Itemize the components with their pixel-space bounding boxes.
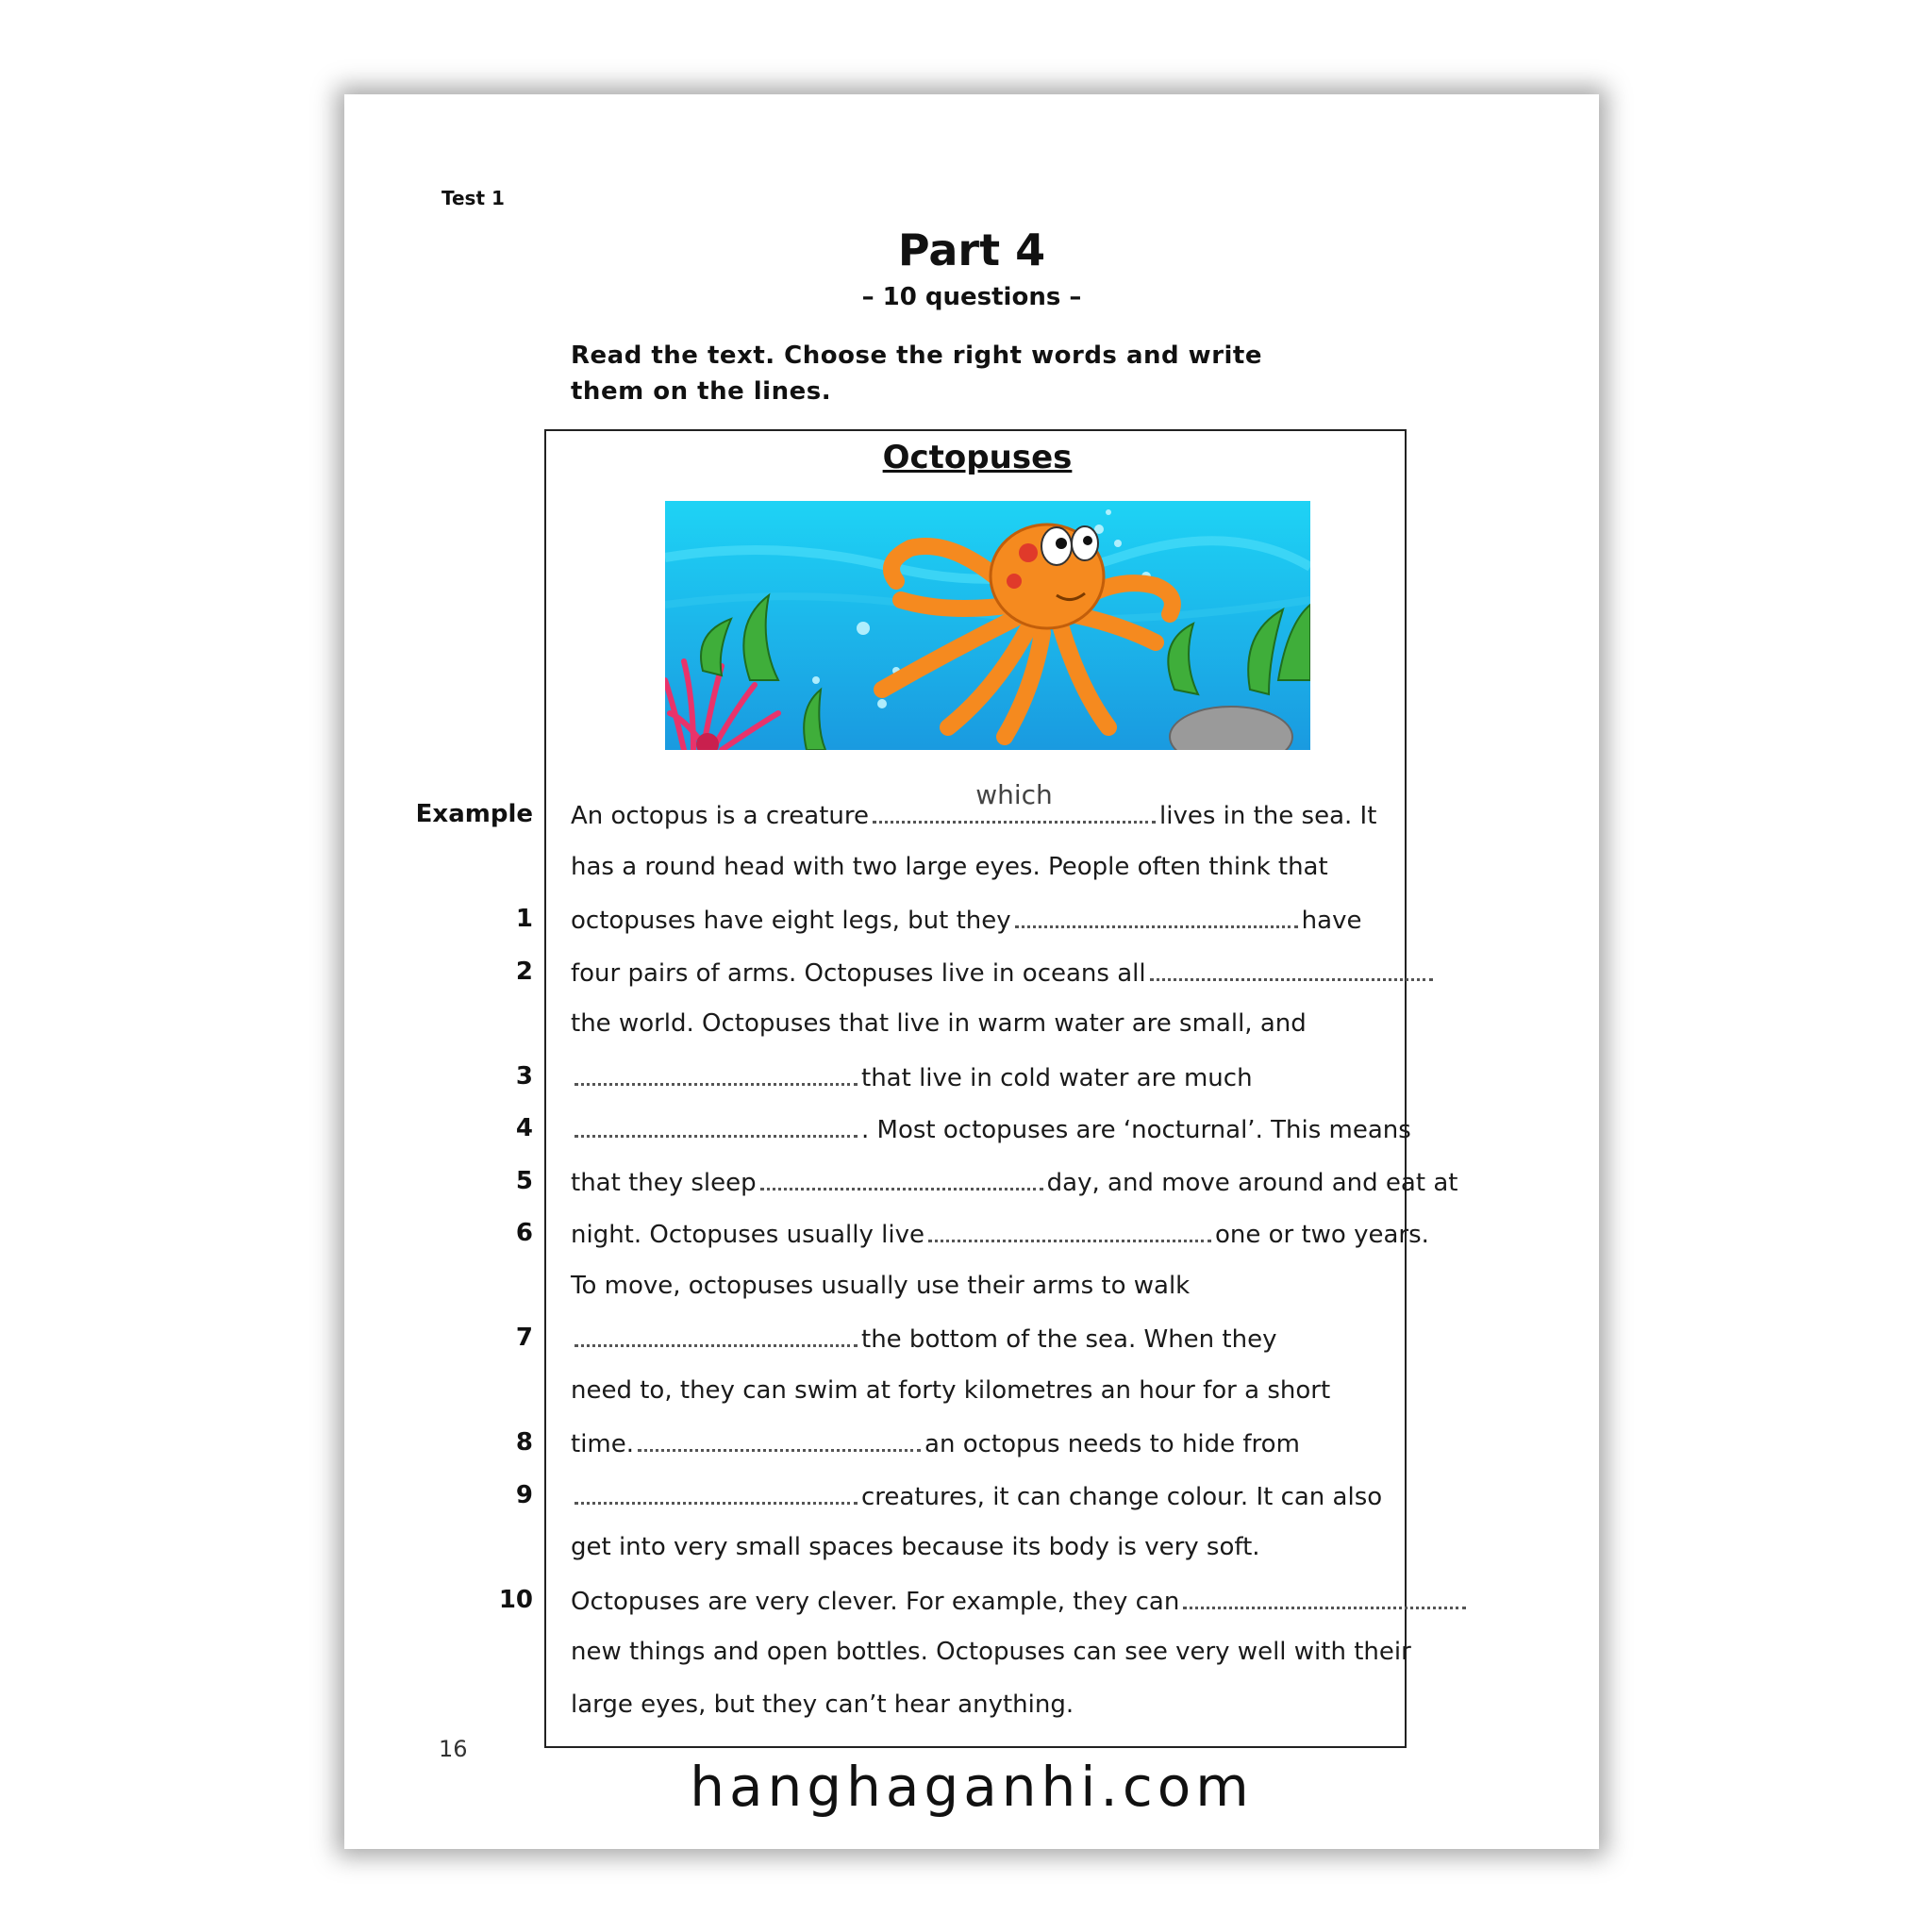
question-number: 7 bbox=[515, 1324, 533, 1352]
passage-text-segment: large eyes, but they can’t hear anything. bbox=[571, 1690, 1074, 1719]
passage-text-segment: has a round head with two large eyes. People often think that bbox=[571, 852, 1328, 881]
example-answer: which bbox=[975, 779, 1053, 810]
passage-text-segment: need to, they can swim at forty kilometres an hour for a short bbox=[571, 1375, 1331, 1405]
passage-line bbox=[571, 1376, 1330, 1405]
passage-title: Octopuses bbox=[882, 439, 1073, 476]
question-number: 5 bbox=[515, 1166, 533, 1195]
passage-text-segment: get into very small spaces because its body is very soft. bbox=[571, 1533, 1260, 1561]
answer-line[interactable] bbox=[1150, 958, 1433, 981]
passage-line bbox=[571, 1324, 1276, 1354]
octopus-illustration bbox=[665, 501, 1310, 750]
passage-line bbox=[571, 958, 1437, 988]
answer-line[interactable] bbox=[575, 1062, 858, 1086]
question-number: 9 bbox=[515, 1480, 533, 1509]
part-subtitle: – 10 questions – bbox=[861, 283, 1082, 311]
passage-text-segment: octopuses have eight legs, but they bbox=[571, 907, 1011, 935]
passage-text-segment: lives in the sea. It bbox=[1159, 802, 1377, 830]
passage-text-segment: time. bbox=[571, 1430, 635, 1458]
passage-line bbox=[571, 1219, 1429, 1249]
passage-text-segment: one or two years. bbox=[1214, 1221, 1429, 1249]
passage-text-segment: Octopuses are very clever. For example, they can bbox=[571, 1587, 1180, 1616]
passage-line bbox=[571, 1586, 1470, 1616]
question-number: 8 bbox=[515, 1428, 533, 1457]
passage-text-segment: that live in cold water are much bbox=[861, 1063, 1253, 1092]
question-number: 2 bbox=[515, 957, 533, 986]
passage-line bbox=[571, 1009, 1307, 1038]
answer-line[interactable] bbox=[928, 1219, 1211, 1242]
answer-line[interactable] bbox=[575, 1481, 858, 1505]
answer-line[interactable] bbox=[1183, 1586, 1466, 1609]
passage-text-segment: four pairs of arms. Octopuses live in oceans all bbox=[571, 958, 1146, 988]
passage-text-segment: An octopus is a creature bbox=[571, 802, 869, 830]
passage-text-segment: To move, octopuses usually use their arms to walk bbox=[571, 1271, 1191, 1300]
instructions: Read the text. Choose the right words and write them on the lines. bbox=[571, 341, 1262, 406]
part-title: Part 4 bbox=[897, 225, 1046, 275]
passage-text-segment: that they sleep bbox=[571, 1168, 757, 1197]
passage-line bbox=[571, 1428, 1300, 1458]
passage-line bbox=[571, 1114, 1411, 1144]
passage-text-segment: have bbox=[1301, 907, 1362, 935]
passage-line bbox=[571, 1533, 1260, 1561]
passage-line bbox=[571, 1272, 1190, 1300]
page-number: 16 bbox=[439, 1736, 468, 1762]
passage-text-segment: the world. Octopuses that live in warm water are small, and bbox=[571, 1009, 1307, 1038]
question-number: 6 bbox=[515, 1219, 533, 1247]
passage-line bbox=[571, 905, 1361, 935]
question-number: 3 bbox=[515, 1061, 533, 1091]
answer-line[interactable] bbox=[760, 1167, 1043, 1191]
passage-text-segment: night. Octopuses usually live bbox=[571, 1221, 924, 1249]
passage-text-segment: the bottom of the sea. When they bbox=[861, 1325, 1277, 1354]
passage-line bbox=[571, 1690, 1074, 1719]
test-label: Test 1 bbox=[441, 187, 505, 209]
passage-line bbox=[571, 1638, 1411, 1666]
passage-text-segment: an octopus needs to hide from bbox=[924, 1430, 1300, 1458]
passage-text-segment: creatures, it can change colour. It can also bbox=[861, 1482, 1383, 1511]
passage-text-segment: day, and move around and eat at bbox=[1046, 1168, 1458, 1197]
passage-line bbox=[571, 853, 1328, 881]
question-number: 1 bbox=[515, 905, 533, 933]
passage-line bbox=[571, 1167, 1457, 1197]
question-number: 4 bbox=[515, 1114, 533, 1142]
example-answer-line bbox=[873, 779, 1156, 824]
passage-line bbox=[571, 1062, 1253, 1092]
worksheet-page bbox=[344, 94, 1599, 1849]
question-number: 10 bbox=[498, 1585, 533, 1614]
passage-text-segment: new things and open bottles. Octopuses can see very well with their bbox=[571, 1638, 1411, 1666]
answer-line[interactable] bbox=[575, 1324, 858, 1347]
passage-line bbox=[571, 779, 1377, 830]
watermark: hanghaganhi.com bbox=[690, 1755, 1254, 1819]
example-label: Example bbox=[415, 800, 533, 828]
answer-line[interactable] bbox=[638, 1428, 921, 1452]
answer-line[interactable] bbox=[1015, 905, 1298, 928]
passage-line bbox=[571, 1481, 1382, 1511]
passage-text-segment: . Most octopuses are ‘nocturnal’. This means bbox=[861, 1116, 1411, 1144]
answer-line[interactable] bbox=[575, 1114, 858, 1138]
